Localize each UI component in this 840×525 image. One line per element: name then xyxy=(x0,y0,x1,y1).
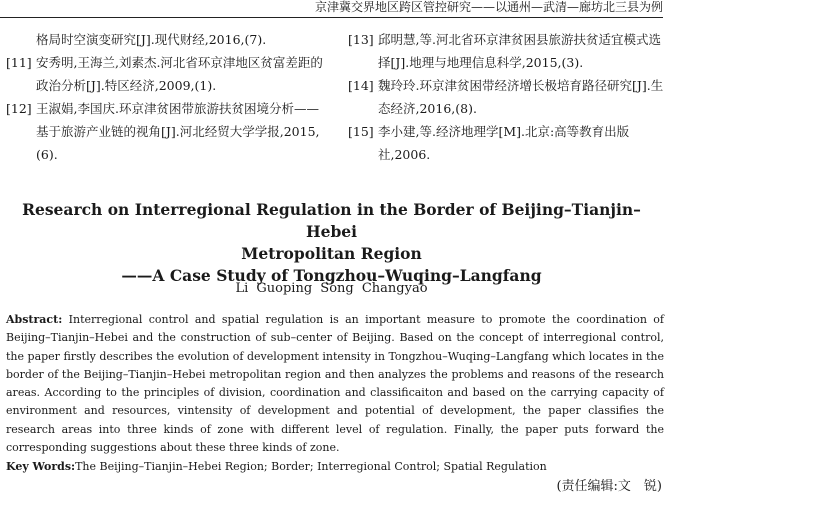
reference-item xyxy=(348,74,668,120)
authors: Li Guoping Song Changyao xyxy=(235,281,428,296)
reference-text: 魏玲玲.环京津贫困带经济增长极培育路径研究[J].生态经济,2016,(8). xyxy=(378,78,664,116)
reference-text: 李小建,等.经济地理学[M].北京:高等教育出版社,2006. xyxy=(378,124,630,162)
references-right-column xyxy=(348,28,668,166)
abstract-label: Abstract: xyxy=(6,313,63,326)
responsible-editor: (责任编辑:文 锐) xyxy=(556,479,662,494)
keywords-label: Key Words: xyxy=(6,460,76,473)
abstract xyxy=(6,311,664,457)
reference-text: 王淑娟,李国庆.环京津贫困带旅游扶贫困境分析——基于旅游产业链的视角[J].河北经贸大学学报,2015,(6). xyxy=(36,101,320,162)
reference-number: [12] xyxy=(6,101,32,116)
reference-item xyxy=(348,28,668,74)
english-title-line-1: Research on Interregional Regulation in the Border of Beijing–Tianjin–Hebei xyxy=(22,200,641,241)
reference-item xyxy=(6,97,324,166)
abstract-text: Interregional control and spatial regulation is an important measure to promote the coordination of Beijing–Tianjin–Hebei and the construction of sub–center of Beijing. Based on the concept of interregional control, the paper firstly describes the evolution of development intensity in Tongzhou–Wuqing–Langfang which locates in the border of the Beijing–Tianjin–Hebei metropolitan region and then analyzes the problems and reasons of the research areas. According to the principles of division, coordination and classificaiton and based on the carrying capacity of environment and resources, vintensity of development and potential of development, the paper classifies the research areas into three kinds of zone with different level of regulation. Finally, the paper puts forward the corresponding suggestions about these three kinds of zone. xyxy=(6,313,664,455)
reference-text: 格局时空演变研究[J].现代财经,2016,(7). xyxy=(36,32,267,47)
references-left-column xyxy=(6,28,324,166)
reference-number: [14] xyxy=(348,78,374,93)
running-title: 京津冀交界地区跨区管控研究——以通州—武清—廊坊北三县为例 xyxy=(314,0,663,14)
reference-number: [15] xyxy=(348,124,374,139)
english-title-line-2: Metropolitan Region xyxy=(241,244,422,263)
reference-item xyxy=(348,120,668,166)
keywords-text: The Beijing–Tianjin–Hebei Region; Border; Interregional Control; Spatial Regulation xyxy=(75,460,547,473)
english-title-block xyxy=(0,199,663,287)
keywords xyxy=(6,459,664,475)
reference-text: 邱明慧,等.河北省环京津贫困县旅游扶贫适宜模式选择[J].地理与地理信息科学,2015,(3). xyxy=(378,32,661,70)
running-header xyxy=(0,0,663,18)
english-subtitle: ——A Case Study of Tongzhou–Wuqing–Langfang xyxy=(121,266,542,285)
reference-item xyxy=(6,28,324,51)
reference-number: [11] xyxy=(6,55,32,70)
reference-item xyxy=(6,51,324,97)
reference-number: [13] xyxy=(348,32,374,47)
reference-text: 安秀明,王海兰,刘素杰.河北省环京津地区贫富差距的政治分析[J].特区经济,2009,(1). xyxy=(36,55,323,93)
